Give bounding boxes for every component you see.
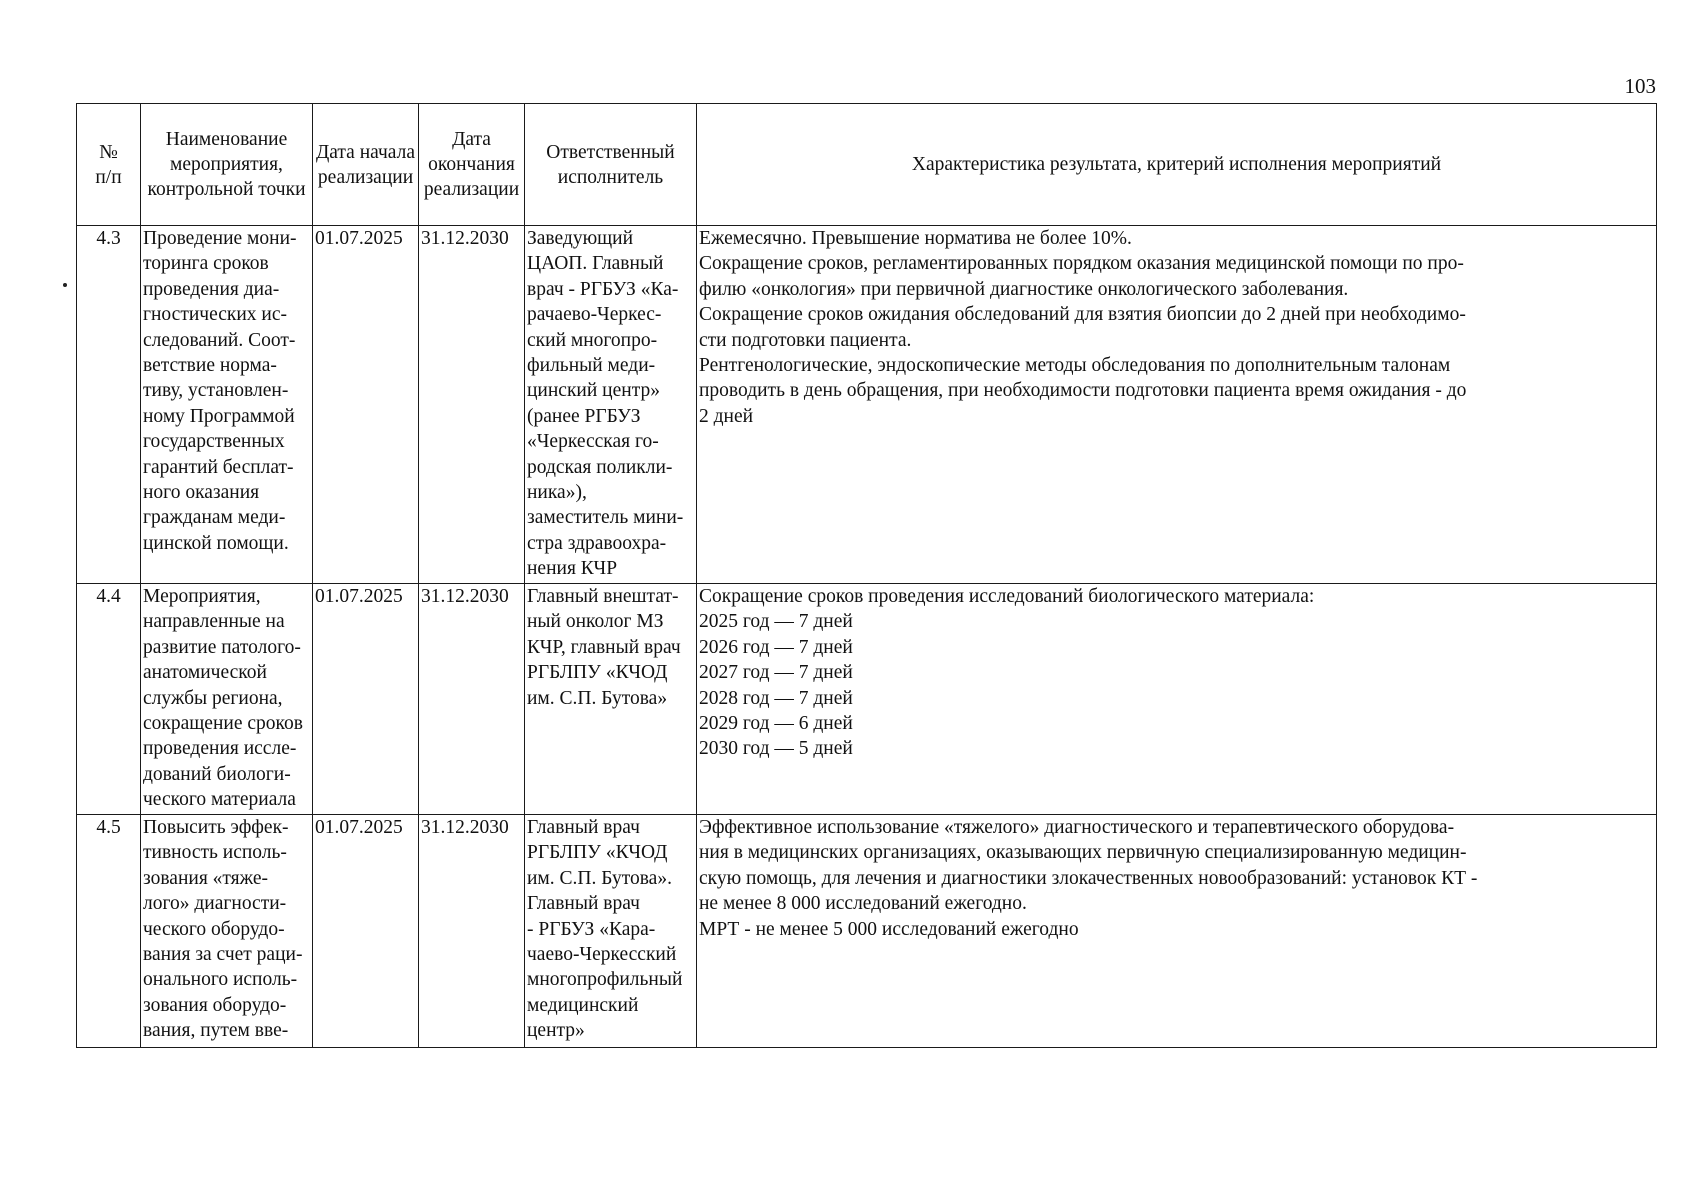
row-num: 4.4 <box>77 584 141 815</box>
row-result: Сокращение сроков проведения исследований биологического материала: 2025 год — 7 дней 2026 год — 7 дней 2027 год — 7 дней 2028 год — 7 дней 2029 год — 6 дней 2030 год — 5 дней <box>697 584 1657 815</box>
header-result: Характеристика результата, критерий исполнения мероприятий <box>697 104 1657 226</box>
row-name: Повысить эффек- тивность исполь- зования «тяже- лого» диагности- ческого оборудо- вания за счет раци- онального исполь- зования оборудо- вания, путем вве- <box>141 815 313 1048</box>
header-name: Наименование мероприятия, контрольной точки <box>141 104 313 226</box>
header-end-date: Дата окончания реализации <box>419 104 525 226</box>
row-responsible: Заведующий ЦАОП. Главный врач - РГБУЗ «Ка- рачаево-Черкес- ский многопро- фильный меди- цинский центр» (ранее РГБУЗ «Черкесская го- родская поликли- ника»), заместитель мини- стра здравоохра- нения КЧР <box>525 226 697 584</box>
page-number: 103 <box>1624 74 1656 98</box>
row-responsible: Главный врач РГБЛПУ «КЧОД им. С.П. Бутова». Главный врач - РГБУЗ «Кара- чаево-Черкесский многопрофильный медицинский центр» <box>525 815 697 1048</box>
row-num: 4.3 <box>77 226 141 584</box>
row-end-date: 31.12.2030 <box>419 815 525 1048</box>
scan-mark <box>63 283 67 287</box>
row-name: Проведение мони- торинга сроков проведения диа- гностических ис- следований. Соот- ветствие норма- тиву, установлен- ному Программой государственных гарантий бесплат- ного оказания гражданам меди- цинской помощи. <box>141 226 313 584</box>
header-responsible: Ответственный исполнитель <box>525 104 697 226</box>
row-num: 4.5 <box>77 815 141 1048</box>
row-result: Ежемесячно. Превышение норматива не более 10%. Сокращение сроков, регламентированных порядком оказания медицинской помощи по про- филю «онкология» при первичной диагностике онкологического заболевания. Сокращение сроков ожидания обследований для взятия биопсии до 2 дней при необходимо- сти подготовки пациента. Рентгенологические, эндоскопические методы обследования по дополнительным талонам проводить в день обращения, при необходимости подготовки пациента время ожидания - до 2 дней <box>697 226 1657 584</box>
header-start-date: Дата начала реализации <box>313 104 419 226</box>
row-start-date: 01.07.2025 <box>313 584 419 815</box>
table-row <box>77 226 1657 584</box>
table-row <box>77 584 1657 815</box>
activities-table <box>76 103 1657 1048</box>
row-start-date: 01.07.2025 <box>313 226 419 584</box>
header-num: № п/п <box>77 104 141 226</box>
row-name: Мероприятия, направленные на развитие патолого- анатомической службы региона, сокращение сроков проведения иссле- дований биологи- ческого материала <box>141 584 313 815</box>
row-end-date: 31.12.2030 <box>419 584 525 815</box>
row-result: Эффективное использование «тяжелого» диагностического и терапевтического оборудова- ния в медицинских организациях, оказывающих первичную специализированную медицин- скую помощь, для лечения и диагностики злокачественных новообразований: установок КТ - не менее 8 000 исследований ежегодно. МРТ - не менее 5 000 исследований ежегодно <box>697 815 1657 1048</box>
row-responsible: Главный внештат- ный онколог МЗ КЧР, главный врач РГБЛПУ «КЧОД им. С.П. Бутова» <box>525 584 697 815</box>
table-header-row <box>77 104 1657 226</box>
table-row <box>77 815 1657 1048</box>
row-start-date: 01.07.2025 <box>313 815 419 1048</box>
row-end-date: 31.12.2030 <box>419 226 525 584</box>
